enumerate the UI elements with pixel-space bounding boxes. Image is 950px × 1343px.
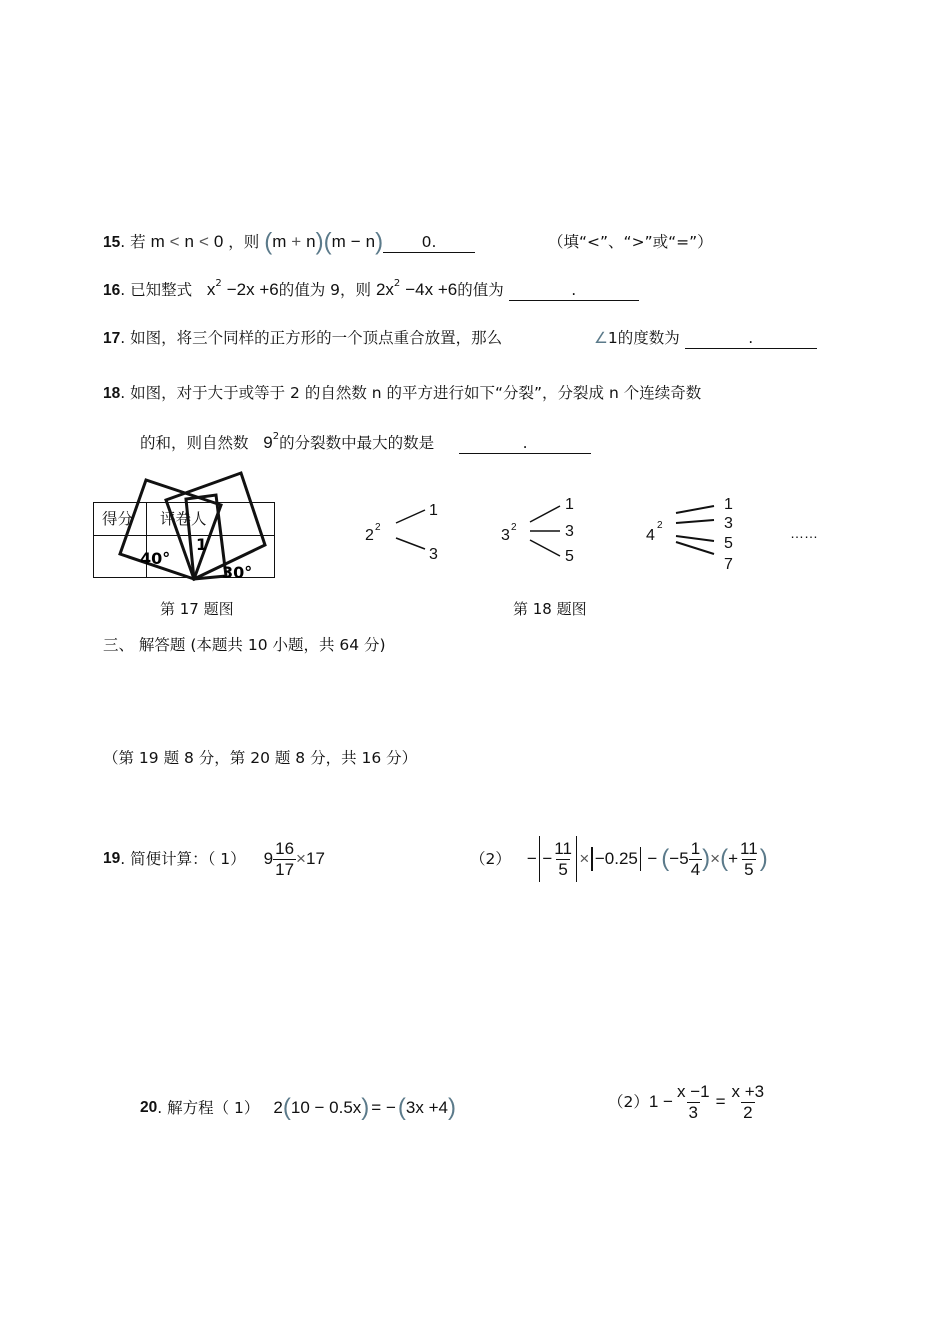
fig18-term: 1 — [429, 502, 438, 519]
var-m: m — [150, 232, 165, 251]
angle-icon: ∠ — [594, 329, 608, 347]
exponent: 2 — [272, 431, 280, 442]
fig18-branch — [676, 536, 714, 541]
var-m: m — [331, 232, 346, 251]
fig18-ellipsis: …… — [790, 525, 818, 541]
numerator: 1 — [690, 838, 701, 858]
fig18-term: 1 — [565, 496, 574, 513]
angle-40-label: 40° — [140, 549, 171, 568]
fig18-branch — [396, 510, 425, 523]
angle-1-label: 1 — [196, 535, 208, 554]
fig18-base: 2 — [365, 527, 374, 544]
question-19 — [103, 837, 325, 881]
blank-mark: . — [571, 281, 577, 299]
question-20: 20 . 解方程（ 1） 2 ( 10 − 0.5x ) = − ( 3x +4 ) — [140, 1094, 456, 1121]
denominator: 17 — [275, 859, 295, 879]
fig18-term: 5 — [724, 535, 733, 552]
question-text: 的分裂数中最大的数是 — [279, 434, 435, 452]
question-text: 已知整式 — [130, 281, 193, 299]
numerator: x −1 — [676, 1081, 710, 1101]
part-label: （2） — [470, 850, 511, 868]
answer-blank[interactable] — [383, 232, 475, 253]
less-than-sign: < — [198, 232, 209, 251]
var-m: m — [272, 232, 287, 251]
var-n: n — [184, 232, 195, 251]
polynomial-rest: −4x +6 — [405, 280, 458, 299]
denominator: 5 — [744, 859, 754, 879]
base-number: 9 — [263, 433, 273, 452]
abs-bar — [576, 836, 578, 882]
then-text: ，则 — [228, 233, 260, 251]
plus-sign: + — [728, 849, 739, 868]
mixed-whole: −5 — [669, 849, 689, 868]
question-text: 的值为 — [457, 281, 504, 299]
numerator: 11 — [554, 838, 572, 858]
question-lead: 若 — [130, 233, 146, 251]
abs-bar — [640, 847, 642, 871]
abs-bar — [539, 836, 541, 882]
question-18-line1 — [103, 383, 701, 404]
numerator: 16 — [275, 838, 295, 858]
mixed-whole: 9 — [263, 849, 274, 868]
zero: 0 — [213, 232, 224, 251]
angle-30-label: 30° — [222, 563, 253, 582]
fraction — [552, 839, 574, 880]
factor: 17 — [305, 849, 325, 868]
question-text: . 解方程（ 1） — [157, 1099, 260, 1117]
question-text: . 如图，对于大于或等于 2 的自然数 n 的平方进行如下“分裂”，分裂成 n 个连续奇数 — [120, 384, 702, 402]
question-18-line2 — [140, 433, 591, 456]
figure-17 — [110, 468, 280, 583]
question-number: 17 — [103, 330, 121, 347]
score-label: 得分 — [102, 510, 134, 528]
question-text: 的度数为 — [617, 329, 680, 347]
exponent: 2 — [215, 278, 222, 289]
denominator: 4 — [690, 859, 701, 879]
var-n: n — [306, 232, 316, 251]
fraction — [273, 839, 296, 880]
polynomial-term: 2x — [375, 280, 394, 299]
denominator: 5 — [558, 859, 568, 879]
numerator: 11 — [740, 838, 758, 858]
times-sign: × — [296, 849, 306, 868]
grader-label: 评卷人 — [160, 510, 207, 528]
expression: 1 − — [648, 1092, 673, 1111]
equals-sign: = — [715, 1092, 726, 1111]
answer-blank[interactable] — [459, 433, 591, 454]
question-15: 15. 若 m < n < 0 ，则 (m + n)(m − n) 0. — [103, 232, 475, 253]
question-number: 19 — [103, 850, 121, 867]
polynomial-term: x — [206, 280, 216, 299]
expression: 10 − 0.5x — [290, 1098, 362, 1117]
fig18-term: 7 — [724, 556, 733, 573]
fig18-base: 3 — [501, 527, 510, 544]
question-19-part2: （2） − − $\frac{11}{5}$ × −0.25 − ( −5 $\frac{1}{4}$ ) × ( + $\frac{11}{5}$ ) — [470, 832, 768, 886]
fig18-exp: 2 — [657, 520, 663, 531]
section-3-title: 三、 解答题 (本题共 10 小题，共 64 分) — [103, 636, 386, 654]
angle-number: 1 — [607, 329, 618, 347]
fig18-term: 1 — [724, 496, 733, 513]
answer-blank[interactable] — [685, 328, 817, 349]
fraction — [738, 839, 760, 880]
denominator: 2 — [743, 1102, 753, 1122]
question-15-hint: （填“<”、“>”或“=”） — [548, 233, 713, 251]
equals-minus: = − — [371, 1098, 396, 1117]
question-16: 16. 已知整式 $x^2 -2x +6$的值为 9，则 $2x^2 -4x +6$的值为 . — [103, 280, 639, 303]
fig18-branch — [676, 520, 714, 523]
denominator: 3 — [688, 1102, 699, 1122]
question-text: . 如图，将三个同样的正方形的一个顶点重合放置，那么 — [120, 329, 503, 347]
blank-mark: . — [522, 434, 528, 452]
minus-sign: − — [526, 849, 537, 868]
question-17-tail — [594, 328, 817, 349]
abs-bar — [591, 847, 593, 871]
expression: 3x +4 — [405, 1098, 448, 1117]
question-text: . 简便计算：（ 1） — [120, 850, 246, 868]
fraction — [730, 1082, 767, 1123]
points-note: （第 19 题 8 分，第 20 题 8 分，共 16 分） — [103, 749, 418, 767]
minus-sign: − — [647, 849, 658, 868]
fig18-base: 4 — [646, 527, 655, 544]
times-sign: × — [710, 849, 721, 868]
numerator: x +3 — [731, 1081, 765, 1101]
less-than-sign: < — [169, 232, 180, 251]
fig18-branch — [530, 540, 560, 556]
exponent: 2 — [393, 278, 401, 289]
fig18-exp: 2 — [375, 522, 381, 533]
fig18-term: 3 — [724, 515, 733, 532]
question-text: 的值为 9，则 — [278, 281, 372, 299]
fig18-branch — [676, 506, 714, 513]
fig18-exp: 2 — [511, 522, 517, 533]
fig18-term: 3 — [429, 546, 438, 563]
question-text: 的和，则自然数 — [140, 434, 249, 452]
fig18-term: 3 — [565, 523, 574, 540]
question-number: 15 — [103, 234, 121, 251]
fig18-branch — [530, 506, 560, 522]
fig18-branch — [396, 538, 425, 549]
question-number: 18 — [103, 385, 121, 402]
question-number: 16 — [103, 282, 121, 299]
plus-sign: + — [291, 232, 302, 251]
coefficient: 2 — [273, 1098, 283, 1117]
minus-sign: − — [542, 849, 553, 868]
blank-mark: . — [748, 329, 754, 347]
var-n: n — [365, 232, 376, 251]
abs-value: −0.25 — [594, 849, 638, 868]
fraction — [689, 839, 702, 880]
fig18-branch — [676, 542, 714, 554]
question-number: 20 — [140, 1099, 158, 1116]
question-20-part2 — [608, 1078, 766, 1126]
fraction — [675, 1082, 712, 1123]
part-label: （2） — [608, 1093, 649, 1111]
minus-sign: − — [350, 232, 361, 251]
figure-18 — [360, 492, 830, 574]
polynomial-rest: −2x +6 — [226, 280, 279, 299]
answer-text: 0. — [421, 233, 437, 251]
figure-18-caption: 第 18 题图 — [513, 600, 587, 618]
figure-17-caption: 第 17 题图 — [160, 600, 234, 618]
answer-blank[interactable] — [509, 280, 639, 301]
times-sign: × — [579, 849, 590, 868]
fig18-term: 5 — [565, 548, 574, 565]
question-17 — [103, 328, 502, 349]
